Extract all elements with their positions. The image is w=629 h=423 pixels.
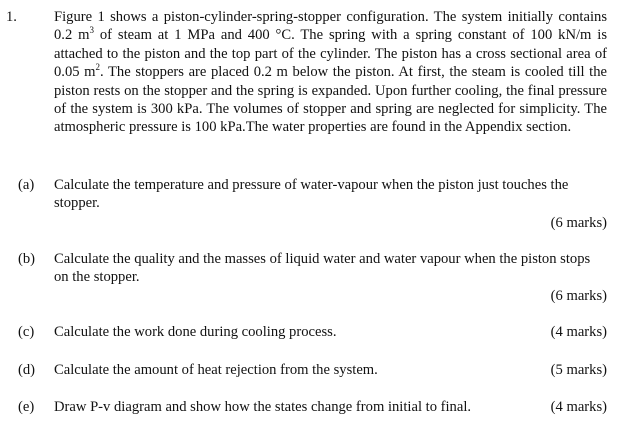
question-number: 1. <box>6 9 17 25</box>
part-a-label: (a) <box>18 177 35 193</box>
part-d-text: Calculate the amount of heat rejection from the system. <box>54 362 378 378</box>
part-b-label: (b) <box>18 251 36 267</box>
part-c-label: (c) <box>18 324 35 340</box>
superscript-squared: 2 <box>95 62 101 73</box>
part-c-marks: (4 marks) <box>550 324 607 340</box>
intro-text-2: of steam at 1 MPa and 400 °C. The spring with a spring constant of 100 kN/m is attached to the piston and the top part of the cylinder. The piston has a cross sectional area of 0.05 m <box>54 27 608 81</box>
part-e-label: (e) <box>18 399 35 415</box>
part-a-text: Calculate the temperature and pressure of water-vapour when the piston just touches the stopper. <box>54 177 569 212</box>
intro-text-3: . The stoppers are placed 0.2 m below the piston. At first, the steam is cooled till the piston rests on the stopper and the spring is expanded. Upon further cooling, the final pressure of the system is 300 kPa. The volumes of stopper and spring are neglected for simplicity. The atmospheric pressure is 100 kPa.The water properties are found in the Appendix section. <box>54 64 607 136</box>
part-a-marks: (6 marks) <box>550 215 607 231</box>
part-b-marks: (6 marks) <box>550 288 607 304</box>
intro-text-1: Figure 1 shows a piston-cylinder-spring-stopper configuration. The system initially contains 0.2 m <box>54 9 607 44</box>
superscript-cubed: 3 <box>89 25 94 36</box>
part-d-label: (d) <box>18 362 36 378</box>
part-b-text: Calculate the quality and the masses of liquid water and water vapour when the piston stops on the stopper. <box>54 251 591 286</box>
question-intro <box>54 8 607 137</box>
part-d-marks: (5 marks) <box>550 362 607 378</box>
part-c-text: Calculate the work done during cooling process. <box>54 324 337 340</box>
part-e-marks: (4 marks) <box>550 399 607 415</box>
part-e-text: Draw P-v diagram and show how the states change from initial to final. <box>54 399 472 415</box>
